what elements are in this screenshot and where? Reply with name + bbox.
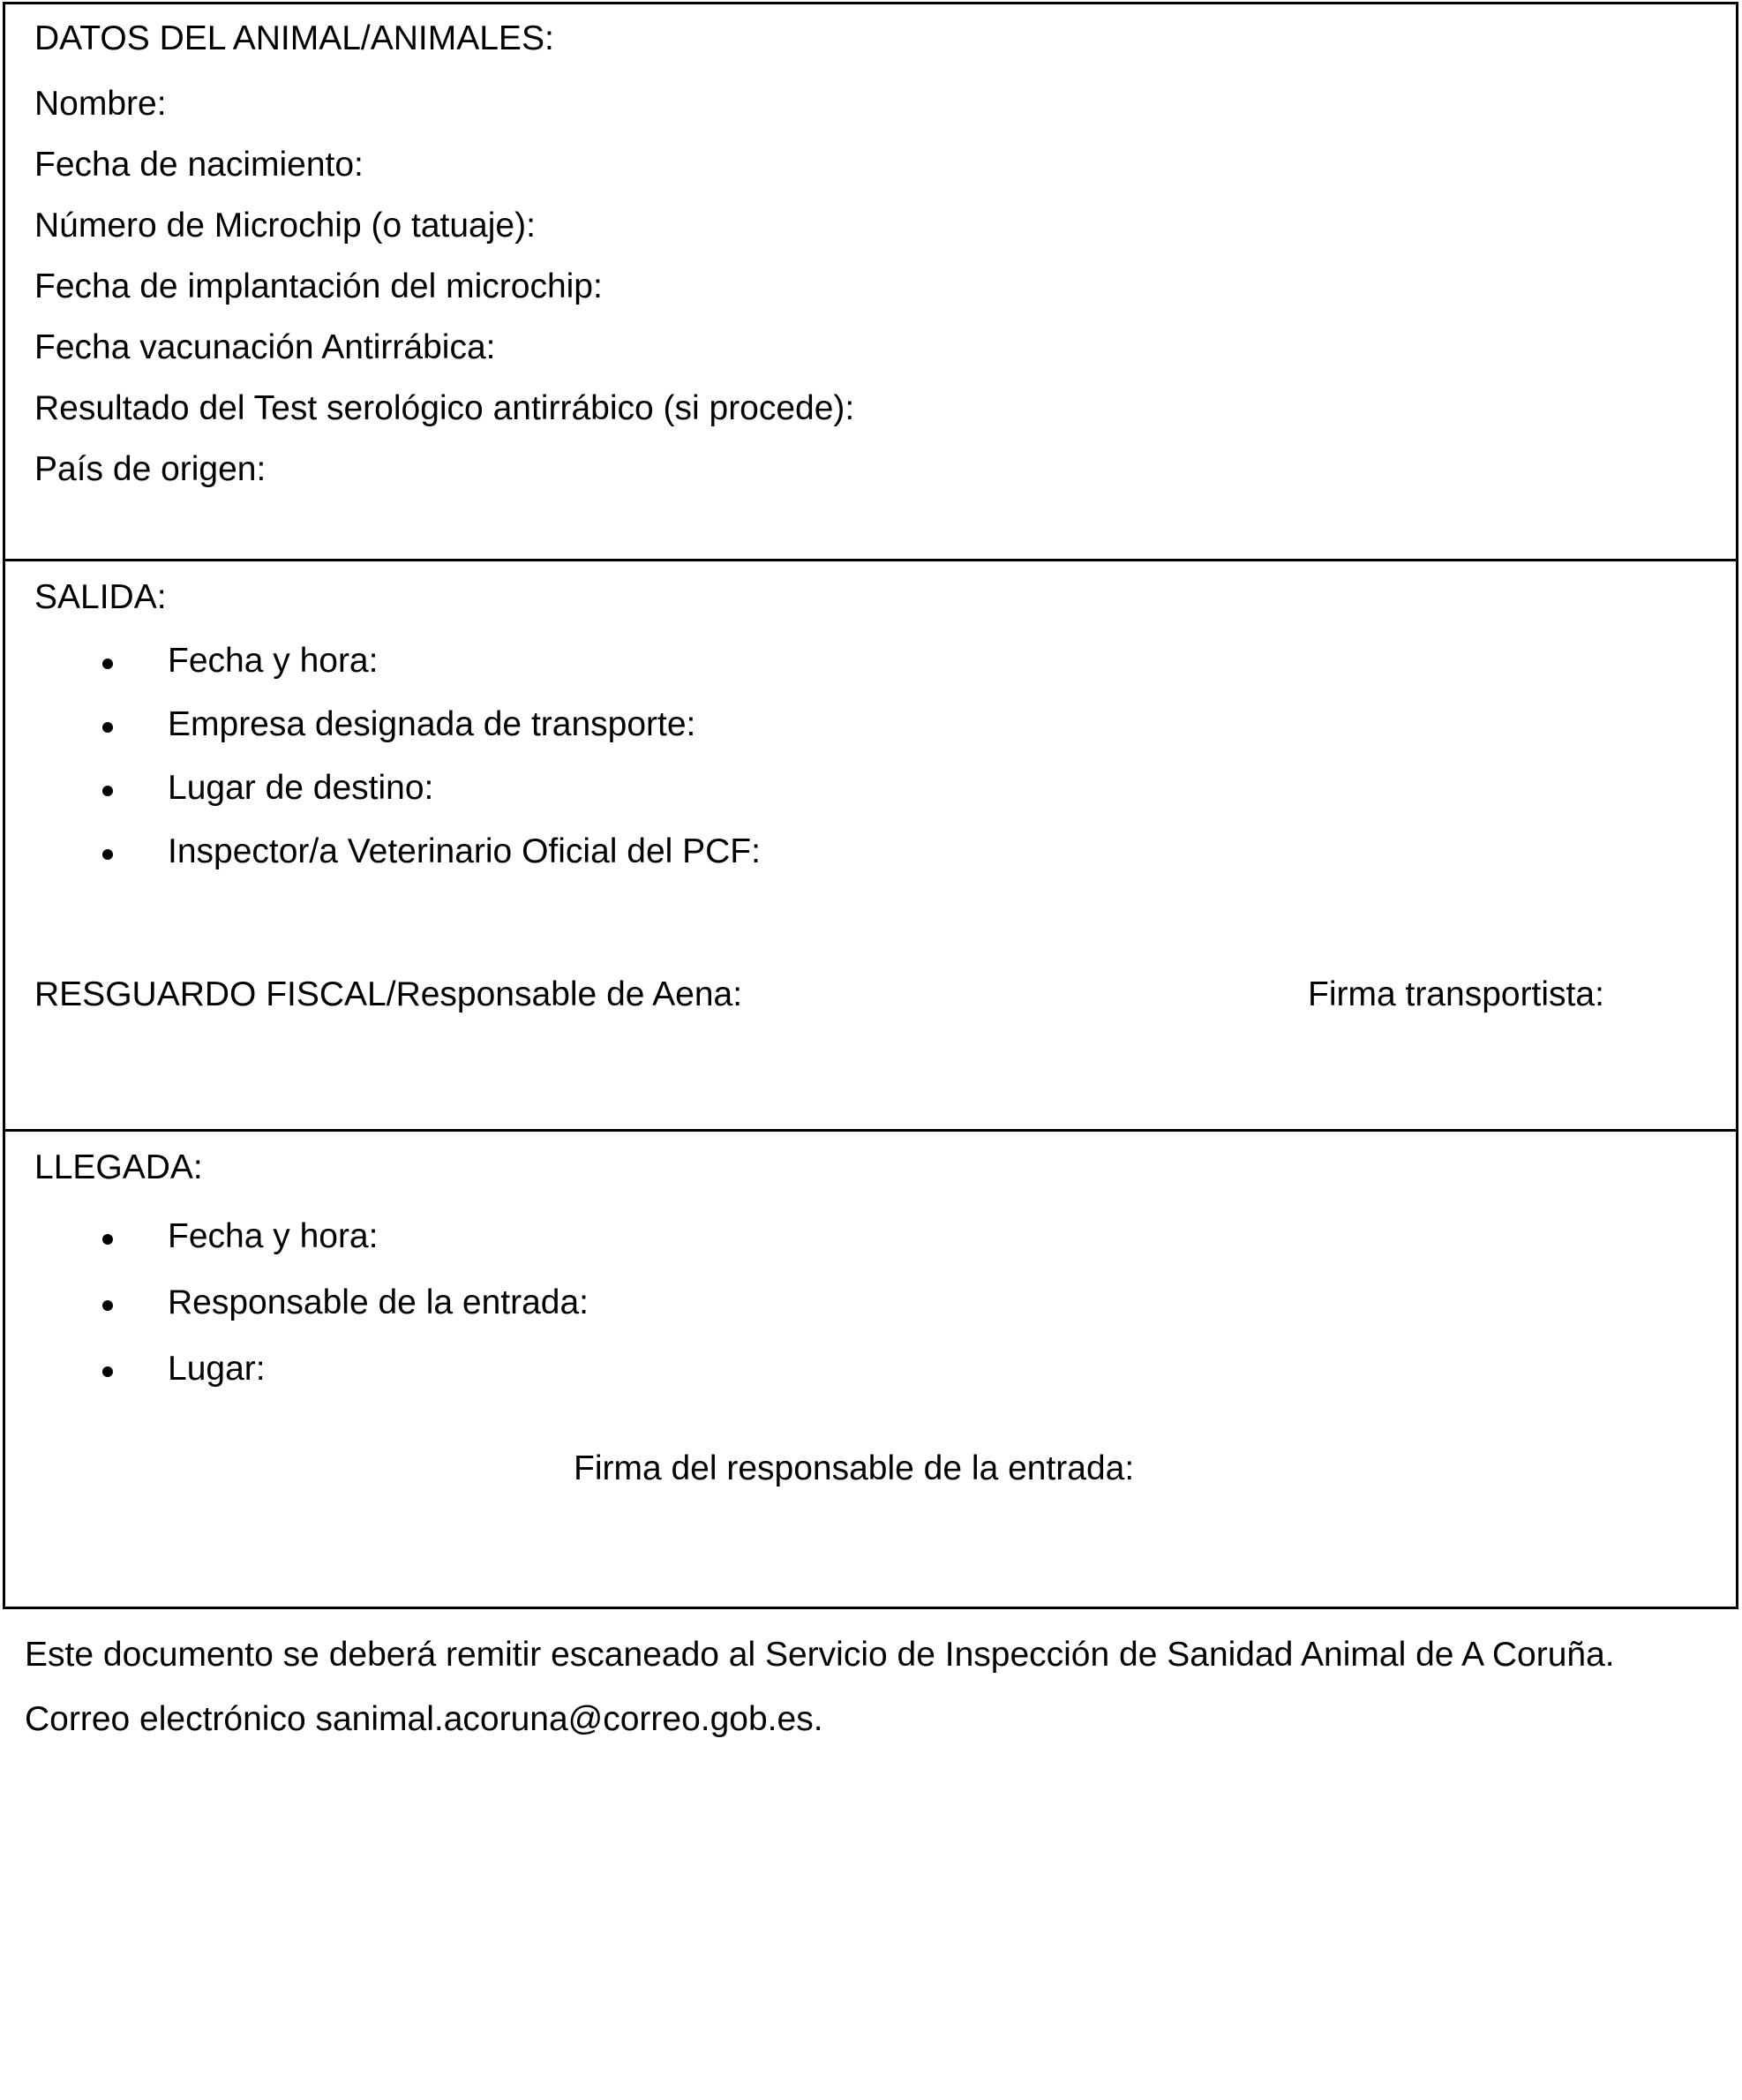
salida-item-fecha-hora: Fecha y hora: [168,642,379,680]
firma-responsable-entrada-label: Firma del responsable de la entrada: [574,1449,1135,1487]
salida-section-heading: SALIDA: [34,578,167,616]
bullet-icon [102,659,113,669]
llegada-item-fecha-hora: Fecha y hora: [168,1217,379,1255]
field-fecha-nacimiento: Fecha de nacimiento: [34,146,364,184]
field-pais-origen: País de origen: [34,450,267,488]
bullet-icon [102,722,113,733]
salida-item-empresa: Empresa designada de transporte: [168,705,696,743]
section-divider-llegada [5,1129,1736,1132]
bullet-icon [102,1300,113,1311]
bullet-icon [102,1234,113,1245]
llegada-item-lugar: Lugar: [168,1350,266,1388]
salida-item-destino: Lugar de destino: [168,769,434,807]
field-nombre: Nombre: [34,85,167,123]
bullet-icon [102,786,113,796]
footer-email: Correo electrónico sanimal.acoruna@correo.gob.es. [25,1700,823,1738]
llegada-item-responsable: Responsable de la entrada: [168,1283,589,1321]
section-divider-salida [5,559,1736,561]
bullet-icon [102,1366,113,1377]
footer-note: Este documento se deberá remitir escaneado al Servicio de Inspección de Sanidad Animal de A Coruña. [25,1636,1615,1674]
firma-transportista-label: Firma transportista: [1308,975,1604,1013]
llegada-section-heading: LLEGADA: [34,1148,203,1186]
resguardo-fiscal-label: RESGUARDO FISCAL/Responsable de Aena: [34,975,743,1013]
field-vacunacion: Fecha vacunación Antirrábica: [34,328,496,366]
form-box [3,2,1738,1609]
salida-item-inspector: Inspector/a Veterinario Oficial del PCF: [168,832,761,870]
bullet-icon [102,849,113,860]
field-test-serologico: Resultado del Test serológico antirrábico (si procede): [34,389,855,427]
field-fecha-implantacion: Fecha de implantación del microchip: [34,267,603,305]
field-microchip: Número de Microchip (o tatuaje): [34,207,536,245]
animal-section-heading: DATOS DEL ANIMAL/ANIMALES: [34,19,554,57]
